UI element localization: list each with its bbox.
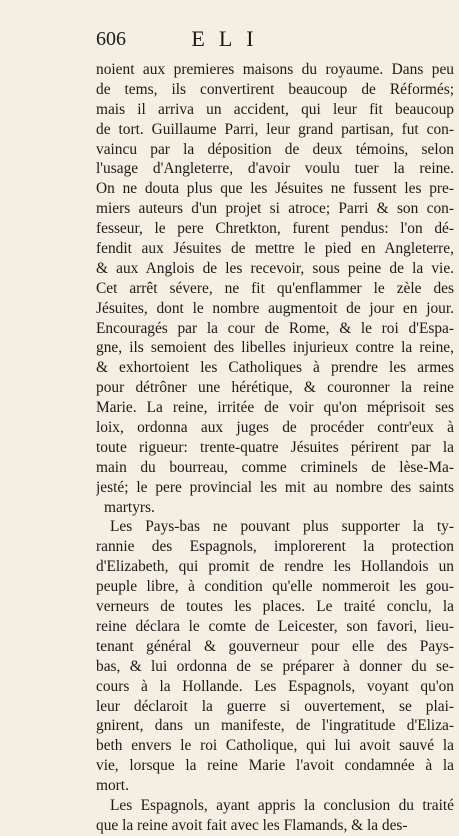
text-line: cours à la Hollande. Les Espagnols, voyant qu'on xyxy=(96,677,454,695)
text-line: Encouragés par la cour de Rome, & le roi d'Espa- xyxy=(96,319,454,337)
text-line: fendit aux Jésuites de mettre le pied en Angleterre, xyxy=(96,240,454,258)
text-line: mort. xyxy=(96,777,129,795)
text-line: fesseur, le pere Chretkton, furent pendus: l'on dé- xyxy=(96,220,454,238)
text-line: peuple libre, à condition qu'elle nommeroit les gou- xyxy=(96,578,454,596)
text-line: main du bourreau, comme criminels de lèse-Ma- xyxy=(96,458,454,476)
paragraph xyxy=(96,796,454,836)
text-line: Les Espagnols, ayant appris la conclusion du traité xyxy=(110,796,454,814)
text-line: miers auteurs d'un projet si atroce; Parri & son con- xyxy=(96,200,454,218)
text-line: beth envers le roi Catholique, qui lui avoit sauvé la xyxy=(96,737,454,755)
text-line: & exhortoient les Catholiques à prendre les armes xyxy=(96,359,454,377)
page-body xyxy=(96,60,454,836)
text-line: leur déclaroit la guerre si ouvertement, se plai- xyxy=(96,697,454,715)
text-line: mais il arriva un accident, qui leur fit beaucoup xyxy=(96,100,454,118)
text-line: & aux Anglois de les recevoir, sous peine de la vie. xyxy=(96,259,454,277)
text-line: martyrs. xyxy=(104,498,155,516)
page-number: 606 xyxy=(96,28,126,50)
text-line: verneurs de toutes les places. Le traité conclu, la xyxy=(96,598,454,616)
paragraph xyxy=(96,517,454,795)
text-line: rannie des Espagnols, implorerent la protection xyxy=(96,538,454,556)
running-head: ELI xyxy=(191,26,268,51)
text-line: vaincu par la déposition de deux témoins, selon xyxy=(96,140,454,158)
text-line: bas, & lui ordonna de se préparer à donner du se- xyxy=(96,657,454,675)
page-header xyxy=(0,22,459,58)
text-line: tenant général & gouverneur pour elle des Pays- xyxy=(96,637,454,655)
text-line: gnirent, dans un manifeste, de l'ingratitude d'Eliza- xyxy=(96,717,454,735)
text-line: d'Elizabeth, qui promit de rendre les Hollandois un xyxy=(96,558,454,576)
text-line: toute rigueur: trente-quatre Jésuites périrent par la xyxy=(96,438,454,456)
text-line: de tems, ils convertirent beaucoup de Réformés; xyxy=(96,80,454,98)
text-line: loix, ordonna aux juges de procéder contr'eux à xyxy=(96,419,454,437)
text-line: l'usage d'Angleterre, d'avoir voulu tuer la reine. xyxy=(96,160,454,178)
text-line: Les Pays-bas ne pouvant plus supporter la ty- xyxy=(110,518,454,536)
text-line: On ne douta plus que les Jésuites ne fussent les pre- xyxy=(96,180,454,198)
text-line: gne, ils semoient des libelles injurieux contre la reine, xyxy=(96,339,454,357)
text-line: Jésuites, dont le nombre augmentoit de jour en jour. xyxy=(96,299,454,317)
text-line: Marie. La reine, irritée de voir qu'on méprisoit ses xyxy=(96,399,454,417)
text-line: que la reine avoit fait avec les Flamands, & la des- xyxy=(96,816,408,834)
text-line: pour détrôner une hérétique, & couronner la reine xyxy=(96,379,454,397)
text-line: jesté; le pere provincial les mit au nombre des saints xyxy=(96,478,454,496)
text-line: Cet arrêt sévere, ne fit qu'enflammer le zèle des xyxy=(96,279,454,297)
text-line: reine déclara le comte de Leicester, son favori, lieu- xyxy=(96,617,454,635)
text-line: de tort. Guillaume Parri, leur grand partisan, fut con- xyxy=(96,120,454,138)
paragraph xyxy=(96,60,454,517)
text-line: vie, lorsque la reine Marie l'avoit condamnée à la xyxy=(96,757,454,775)
text-line: noient aux premieres maisons du royaume. Dans peu xyxy=(96,61,454,78)
